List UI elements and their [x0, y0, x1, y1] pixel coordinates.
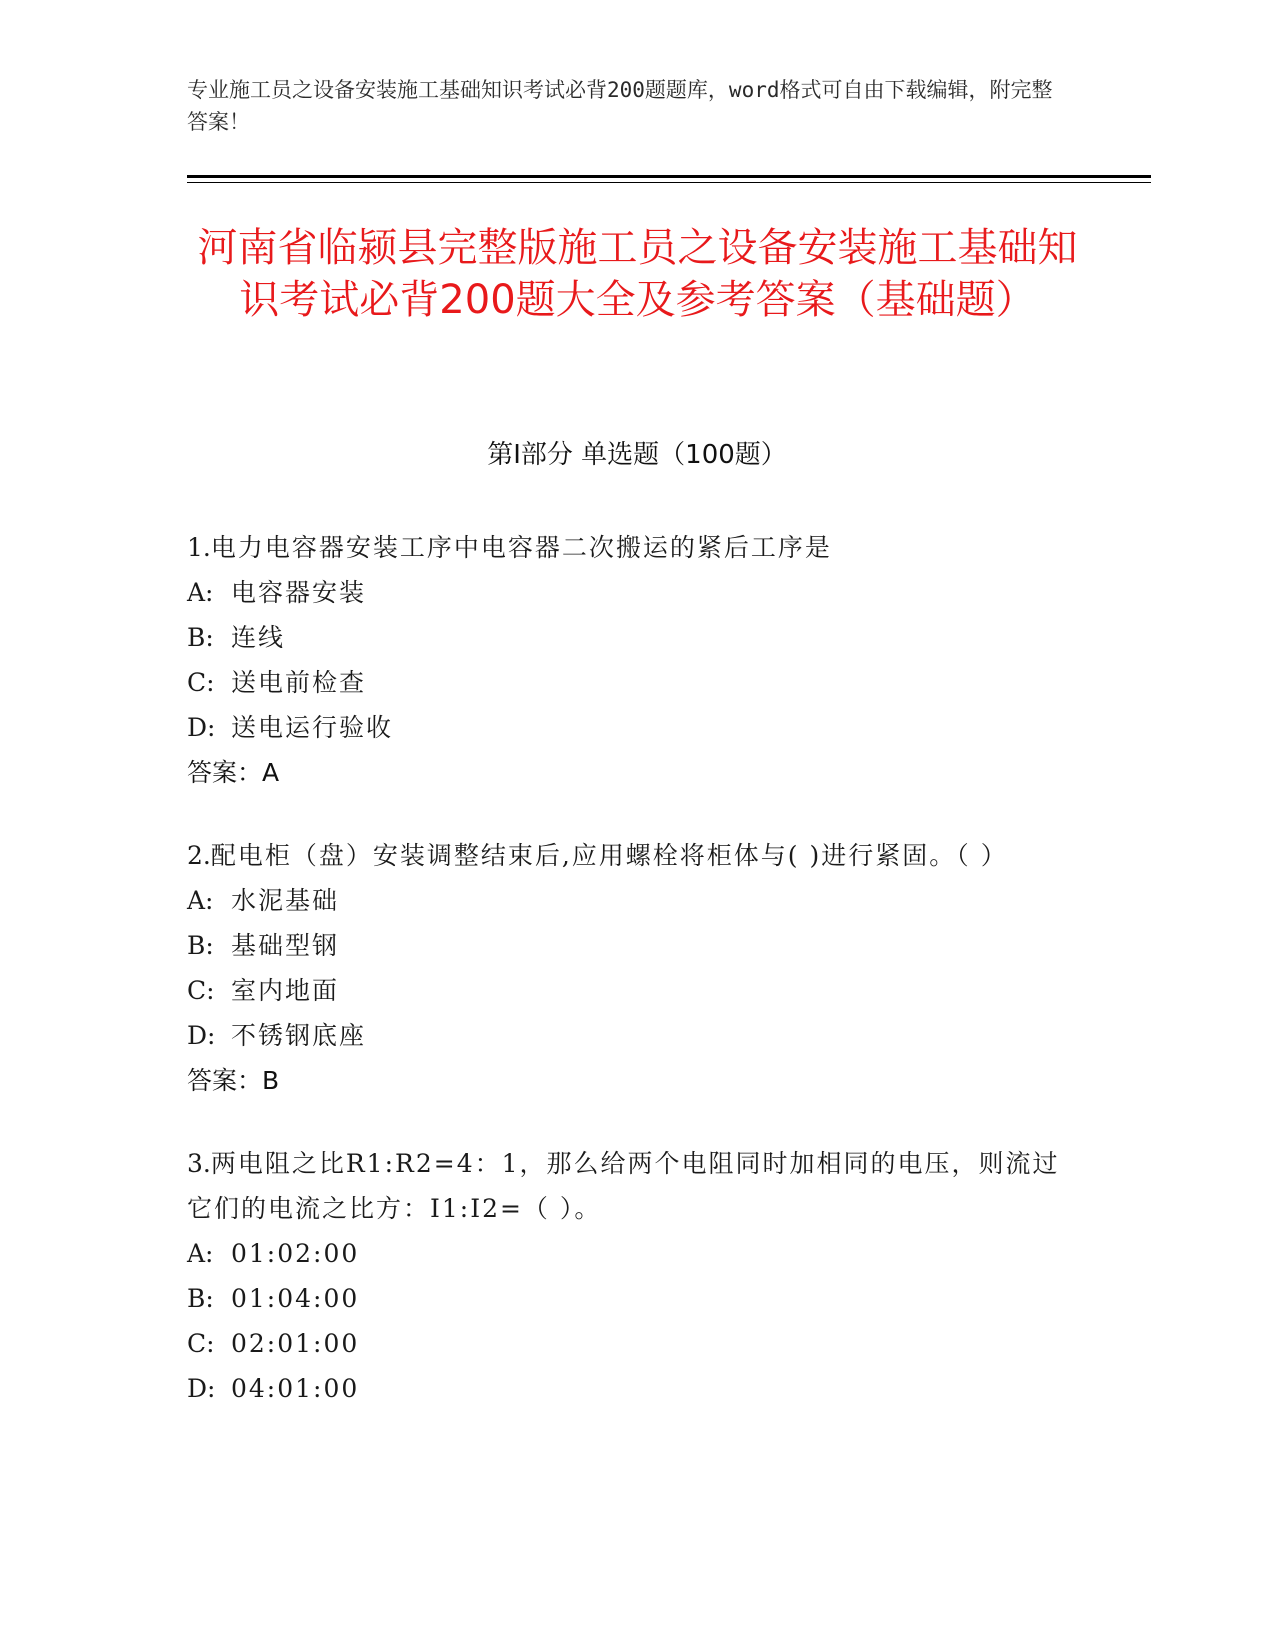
answer-value: B	[262, 1066, 280, 1095]
option-text: 基础型钢	[231, 931, 340, 960]
option-key: A:	[187, 886, 214, 915]
option-a	[187, 878, 1067, 923]
question-list	[187, 525, 1067, 1449]
option-key: D:	[187, 713, 216, 742]
option-key: B:	[187, 931, 214, 960]
option-d	[187, 1013, 1067, 1058]
answer-line	[187, 750, 1067, 795]
question-3	[187, 1141, 1067, 1411]
option-text: 连线	[231, 623, 286, 652]
answer-label: 答案：	[187, 1066, 263, 1095]
answer-line	[187, 1058, 1067, 1103]
section-title: 第Ⅰ部分 单选题（100题）	[487, 440, 787, 470]
option-key: C:	[187, 1329, 215, 1358]
question-text: 配电柜（盘）安装调整结束后,应用螺栓将柜体与( )进行紧固。（ ）	[210, 841, 1008, 870]
option-c	[187, 660, 1067, 705]
question-number: 2.	[187, 841, 211, 870]
question-number: 1.	[187, 533, 211, 562]
option-key: B:	[187, 1284, 214, 1313]
option-key: B:	[187, 623, 214, 652]
question-stem	[187, 525, 1067, 570]
option-c	[187, 968, 1067, 1013]
option-key: D:	[187, 1374, 216, 1403]
document-title: 河南省临颍县完整版施工员之设备安装施工基础知识考试必背200题大全及参考答案（基础题）	[197, 225, 1078, 323]
header-divider-thick	[187, 175, 1151, 178]
option-key: A:	[187, 578, 214, 607]
question-text: 两电阻之比R1:R2=4：1，那么给两个电阻同时加相同的电压，则流过它们的电流之比方：I1:I2=（ ）。	[187, 1149, 1060, 1223]
option-text: 04:01:00	[231, 1374, 360, 1403]
option-key: C:	[187, 976, 215, 1005]
question-2	[187, 833, 1067, 1103]
option-key: A:	[187, 1239, 214, 1268]
option-c	[187, 1321, 1067, 1366]
option-key: C:	[187, 668, 215, 697]
option-text: 不锈钢底座	[231, 1021, 367, 1050]
question-stem	[187, 833, 1067, 878]
option-text: 02:01:00	[231, 1329, 360, 1358]
option-a	[187, 1231, 1067, 1276]
question-stem	[187, 1141, 1067, 1231]
option-text: 送电前检查	[231, 668, 367, 697]
header-divider-thin	[187, 182, 1151, 183]
question-number: 3.	[187, 1149, 211, 1178]
option-a	[187, 570, 1067, 615]
answer-value: A	[262, 758, 280, 787]
option-b	[187, 615, 1067, 660]
option-text: 01:02:00	[231, 1239, 360, 1268]
option-text: 室内地面	[231, 976, 340, 1005]
option-text: 电容器安装	[231, 578, 367, 607]
question-text: 电力电容器安装工序中电容器二次搬运的紧后工序是	[210, 533, 832, 562]
option-b	[187, 923, 1067, 968]
option-key: D:	[187, 1021, 216, 1050]
header-note: 专业施工员之设备安装施工基础知识考试必背200题题库，word格式可自由下载编辑，附完整答案！	[187, 78, 1053, 134]
question-1	[187, 525, 1067, 795]
option-b	[187, 1276, 1067, 1321]
option-text: 送电运行验收	[231, 713, 394, 742]
option-text: 01:04:00	[231, 1284, 360, 1313]
option-d	[187, 705, 1067, 750]
answer-label: 答案：	[187, 758, 263, 787]
option-text: 水泥基础	[231, 886, 340, 915]
option-d	[187, 1366, 1067, 1411]
